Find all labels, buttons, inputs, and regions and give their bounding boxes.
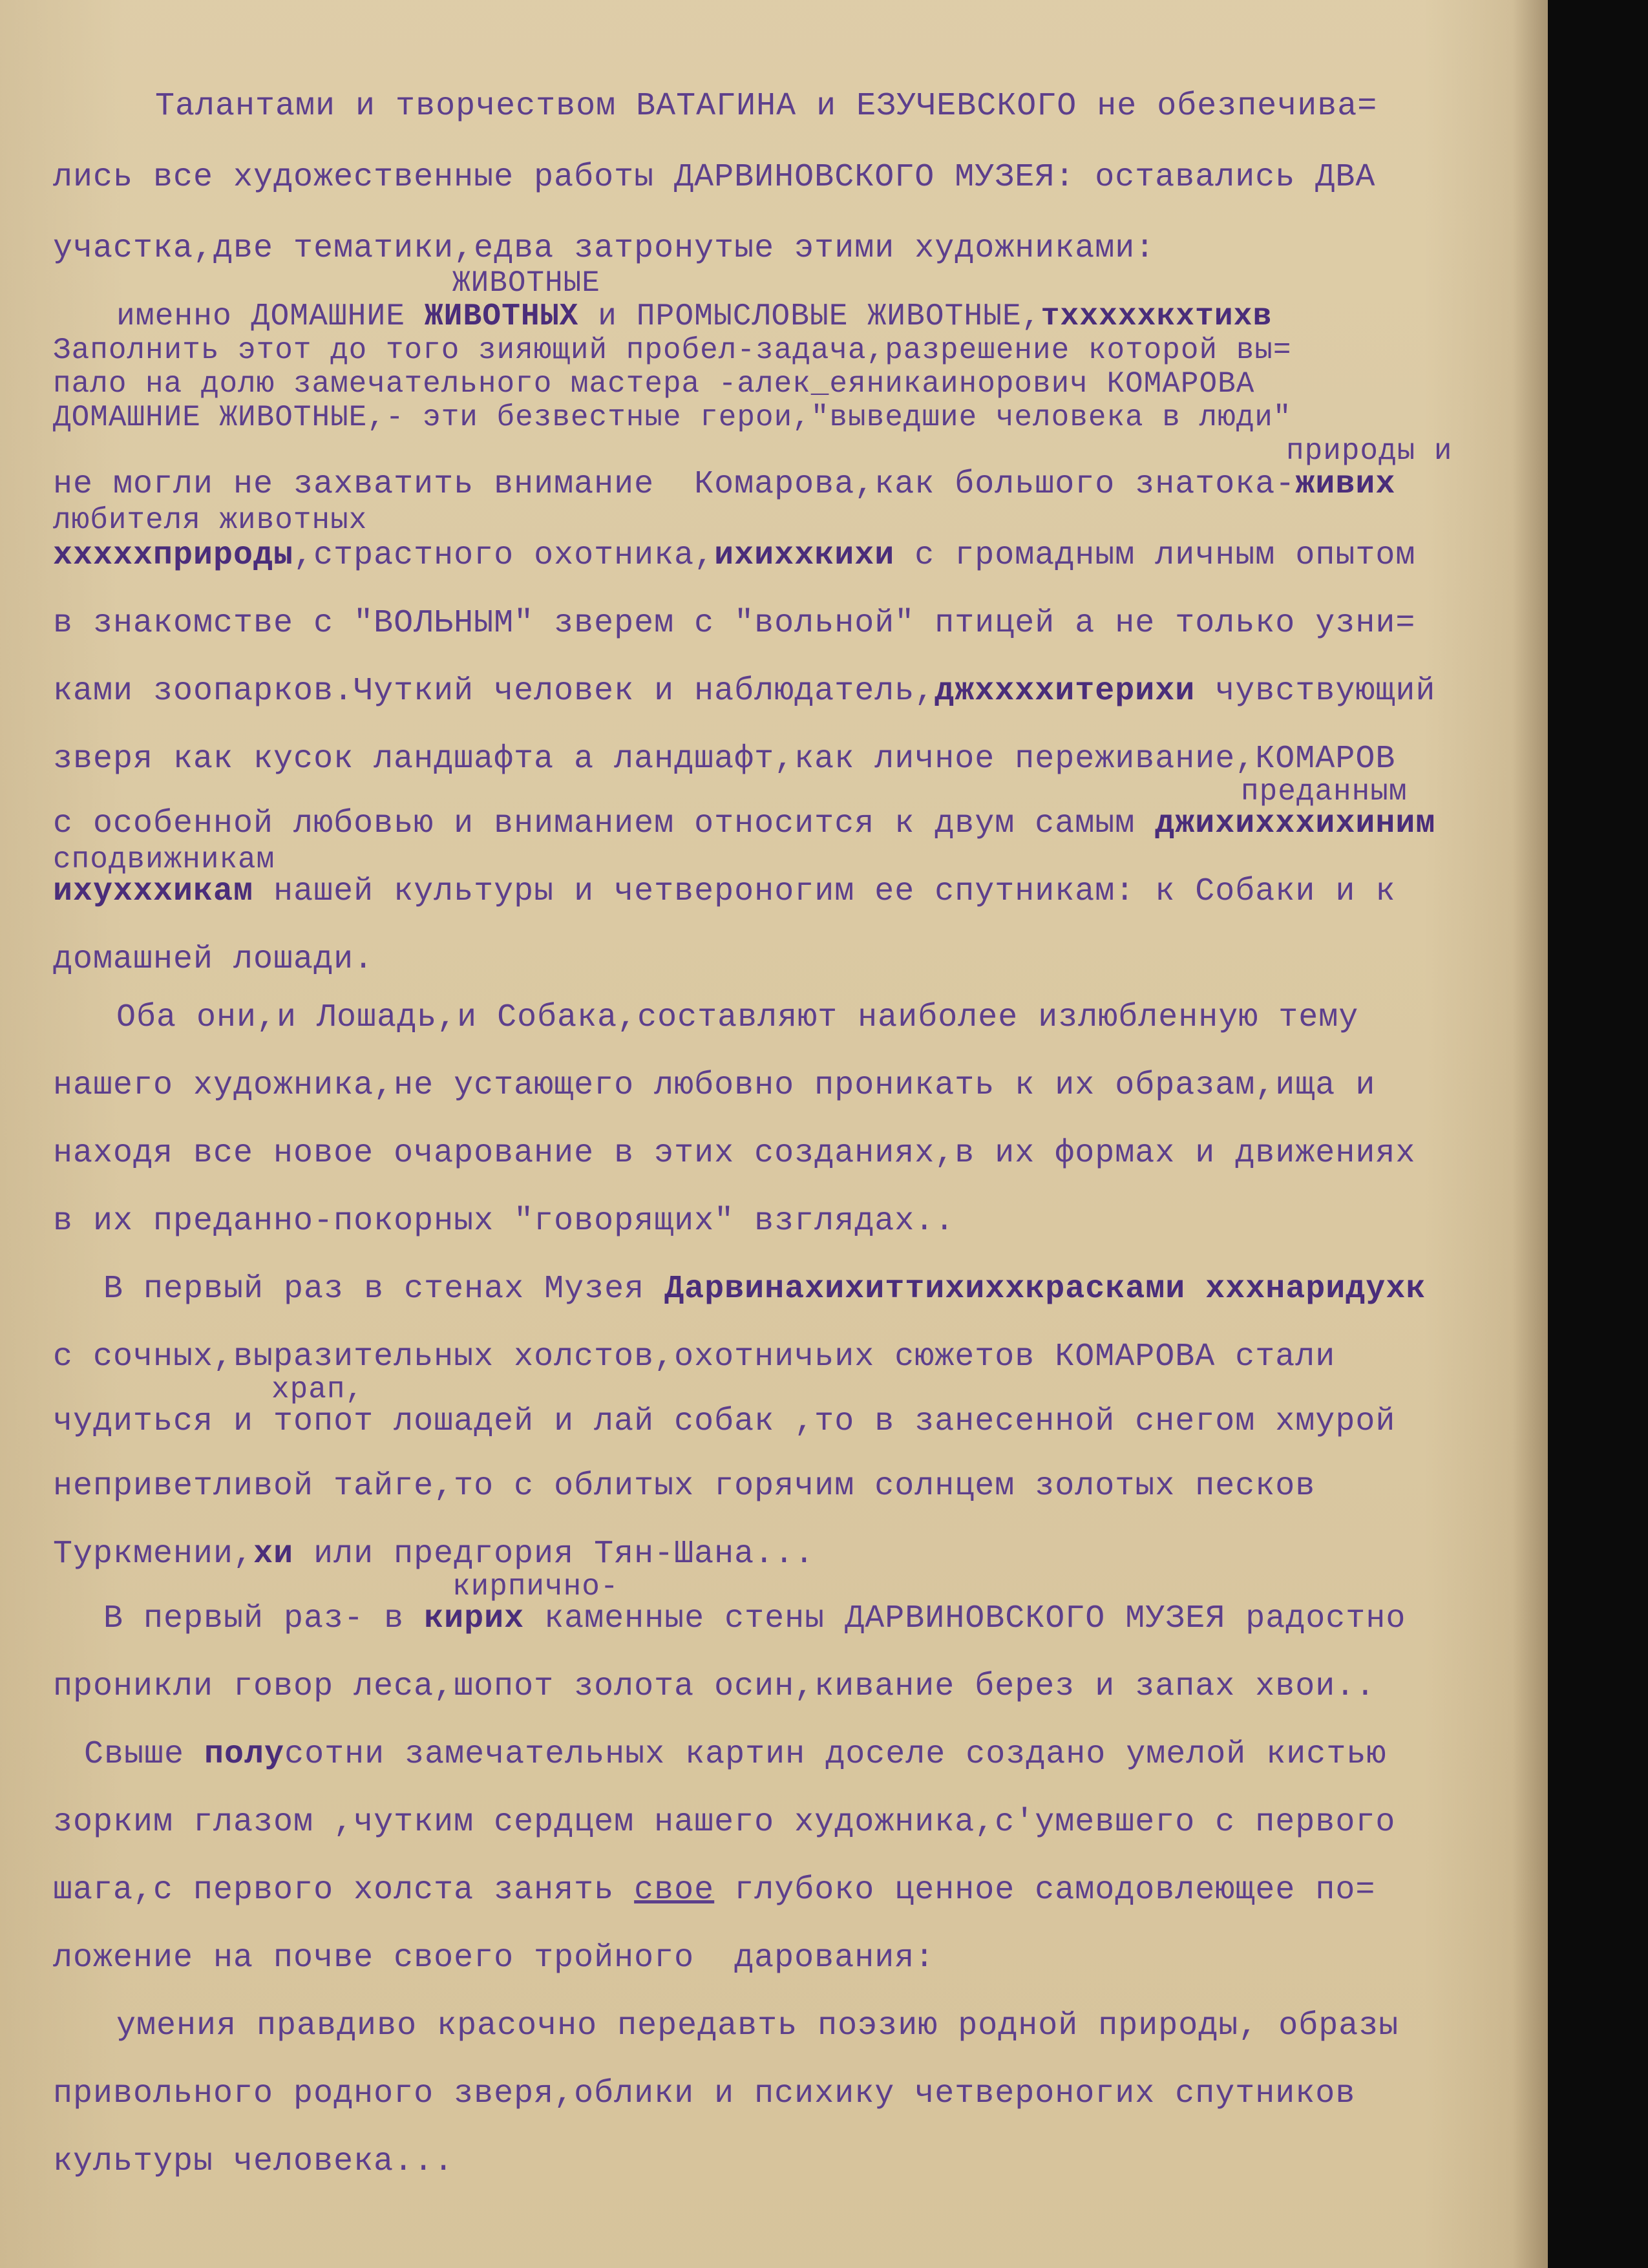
text-line: именно ДОМАШНИЕ ЖИВОТНЫХ и ПРОМЫСЛОВЫЕ ЖИВОТНЫЕ,тхххххкхтихв — [116, 299, 1273, 334]
text-line: в знакомстве с "ВОЛЬНЫМ" зверем с "вольной" птицей а не только узни= — [53, 605, 1416, 642]
text-line: с сочных,выразительных холстов,охотничьих сюжетов КОМАРОВА стали — [53, 1339, 1336, 1375]
page-fold-shadow — [1512, 0, 1548, 2268]
struck-out-text: хи — [253, 1536, 294, 1573]
text-line: с особенной любовью и вниманием относится к двум самым джихихххихиним — [53, 805, 1436, 842]
handwritten-insertion: кирпично- — [452, 1570, 619, 1604]
struck-out-text: хххххприроды — [53, 537, 294, 574]
struck-out-text: ихиххкихи — [714, 537, 895, 574]
handwritten-insertion: природы и — [1286, 434, 1453, 468]
struck-out-text: Дарвинахихиттихиххкрасками хххнаридухк — [664, 1271, 1426, 1308]
text-line: нашего художника,не устающего любовно проникать к их образам,ища и — [53, 1067, 1376, 1104]
struck-out-text: полу — [204, 1736, 285, 1773]
text-line: пало на долю замечательного мастера -алек_еяникаинорович КОМАРОВА — [53, 367, 1255, 401]
text-line: хххххприроды,страстного охотника,ихиххкихи с громадным личным опытом — [53, 537, 1416, 574]
text-line: культуры человека... — [53, 2143, 454, 2180]
underlined-text: свое — [634, 1872, 715, 1909]
struck-out-text: тхххххкхтихв — [1041, 299, 1273, 334]
struck-out-text: ихухххикам — [53, 873, 254, 910]
text-line: ложение на почве своего тройного дарования: — [53, 1940, 935, 1977]
text-line: Заполнить этот до того зияющий пробел-задача,разрешение которой вы= — [53, 334, 1292, 367]
text-line: домашней лошади. — [53, 941, 374, 978]
struck-out-text: джихихххихиним — [1155, 805, 1436, 842]
text-line: ихухххикам нашей культуры и четвероногим ее спутникам: к Собаки и к — [53, 873, 1396, 910]
text-line: Свыше полусотни замечательных картин доселе создано умелой кистью — [84, 1736, 1387, 1773]
text-line: В первый раз в стенах Музея Дарвинахихиттихиххкрасками хххнаридухк — [103, 1271, 1426, 1308]
handwritten-insertion: ЖИВОТНЫЕ — [452, 266, 600, 300]
text-line: ДОМАШНИЕ ЖИВОТНЫЕ,- эти безвестные герои,"выведшие человека в люди" — [53, 401, 1292, 434]
text-line: проникли говор леса,шопот золота осин,кивание берез и запах хвои.. — [53, 1668, 1376, 1705]
scan-background-edge — [1548, 0, 1648, 2268]
text-line: находя все новое очарование в этих созданиях,в их формах и движениях — [53, 1135, 1416, 1172]
text-line: ками зоопарков.Чуткий человек и наблюдатель,джххххитерихи чувствующий — [53, 673, 1436, 710]
handwritten-insertion: храп, — [271, 1373, 364, 1406]
text-line: зорким глазом ,чутким сердцем нашего художника,с'умевшего с первого — [53, 1804, 1396, 1841]
handwritten-insertion: любителя животных — [53, 503, 368, 537]
text-line: чудиться и топот лошадей и лай собак ,то в занесенной снегом хмурой — [53, 1403, 1396, 1440]
text-line: неприветливой тайге,то с облитых горячим солнцем золотых песков — [53, 1468, 1316, 1505]
struck-out-text: живих — [1295, 466, 1396, 503]
text-line: участка,две тематики,едва затронутые этими художниками: — [53, 230, 1156, 267]
handwritten-insertion: преданным — [1241, 775, 1408, 809]
text-line: привольного родного зверя,облики и психику четвероногих спутников — [53, 2075, 1356, 2112]
text-line: лись все художественные работы ДАРВИНОВСКОГО МУЗЕЯ: оставались ДВА — [53, 159, 1376, 196]
struck-out-text: кирих — [424, 1600, 525, 1637]
handwritten-insertion: сподвижникам — [53, 843, 275, 876]
text-line: В первый раз- в кирих каменные стены ДАРВИНОВСКОГО МУЗЕЯ радостно — [103, 1600, 1406, 1637]
struck-out-text: джххххитерихи — [935, 673, 1196, 710]
text-line: шага,с первого холста занять свое глубоко ценное самодовлеющее по= — [53, 1872, 1376, 1909]
text-line: Талантами и творчеством ВАТАГИНА и ЕЗУЧЕВСКОГО не обезпечива= — [155, 88, 1378, 125]
text-line: не могли не захватить внимание Комарова,как большого знатока-живих — [53, 466, 1396, 503]
text-line: умения правдиво красочно передавть поэзию родной природы, образы — [116, 2008, 1399, 2044]
text-line: Оба они,и Лошадь,и Собака,составляют наиболее излюбленную тему — [116, 999, 1359, 1036]
text-line: Туркмении,хи или предгория Тян-Шана... — [53, 1536, 815, 1573]
text-line: зверя как кусок ландшафта а ландшафт,как личное переживание,КОМАРОВ — [53, 741, 1396, 778]
text-line: в их преданно-покорных "говорящих" взглядах.. — [53, 1203, 955, 1240]
struck-out-text: ЖИВОТНЫХ — [424, 299, 579, 334]
